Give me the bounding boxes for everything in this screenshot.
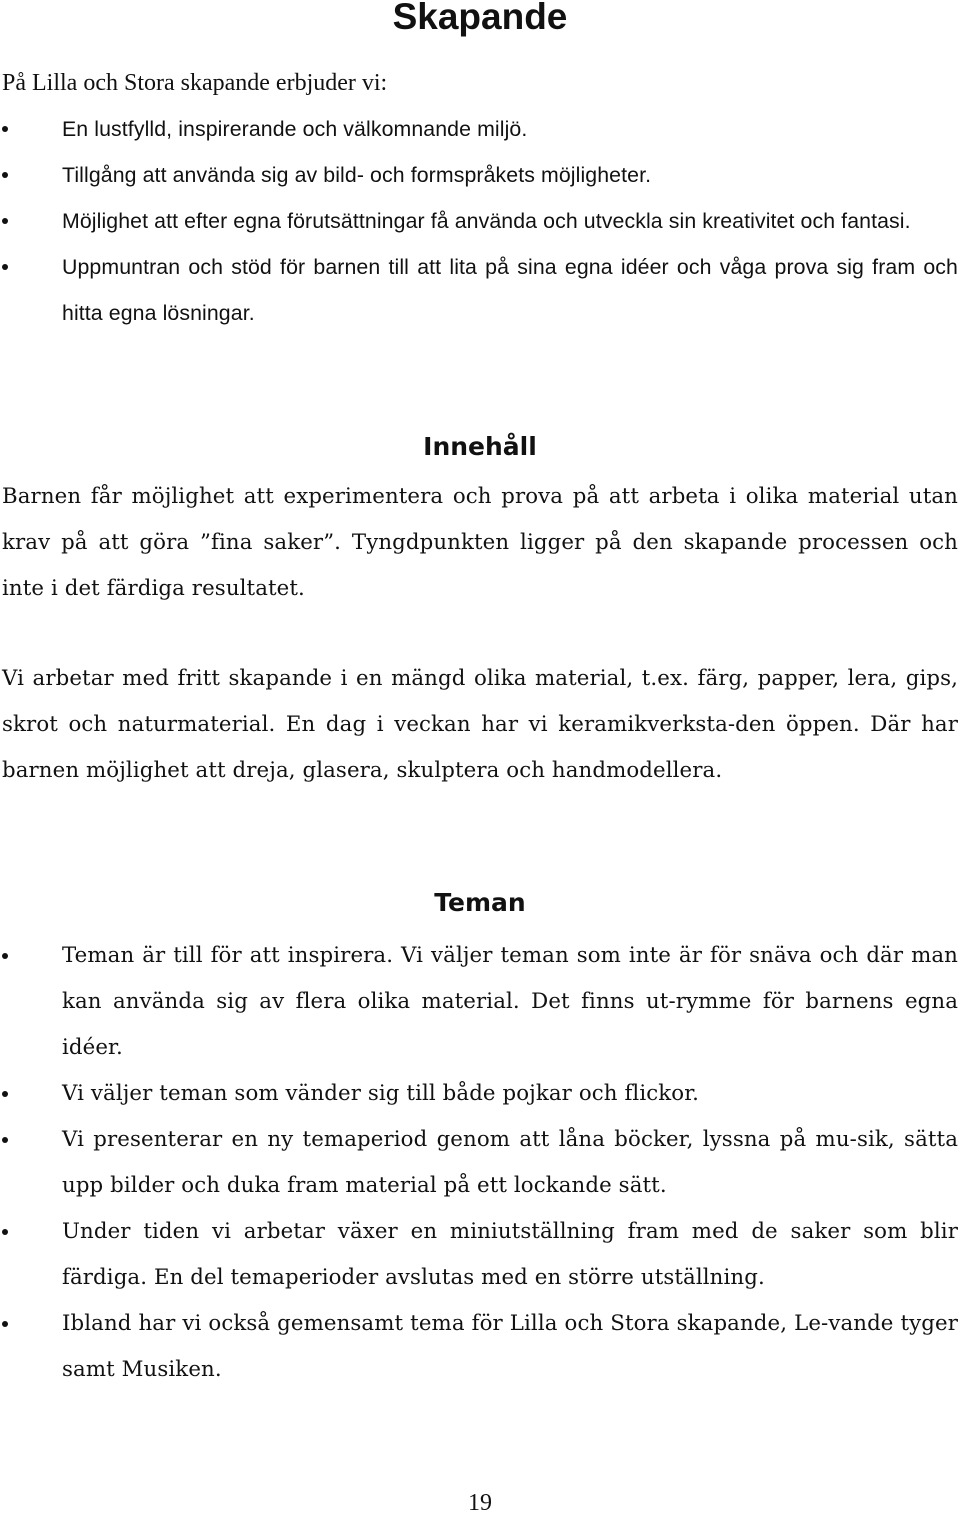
bullet-icon	[2, 1137, 8, 1143]
list-item: Under tiden vi arbetar växer en miniutställning fram med de saker som blir färdiga. En del temaperioder avslutas med en större utställning.	[0, 1209, 958, 1301]
section-heading-themes: Teman	[434, 888, 526, 917]
offer-list	[0, 106, 958, 336]
section-heading-content: Innehåll	[423, 432, 537, 461]
page-title-text: Skapande	[392, 0, 568, 37]
list-item: En lustfylld, inspirerande och välkomnande miljö.	[0, 106, 958, 152]
bullet-icon	[2, 1229, 8, 1235]
list-item: Uppmuntran och stöd för barnen till att lita på sina egna idéer och våga prova sig fram och hitta egna lösningar.	[0, 244, 958, 336]
content-paragraph: Barnen får möjlighet att experimentera och prova på att arbeta i olika material utan krav på att göra ”fina saker”. Tyngdpunkten ligger på den skapande processen och inte i det färdiga resultatet.	[2, 484, 958, 601]
bullet-icon	[2, 126, 8, 132]
list-item: Ibland har vi också gemensamt tema för Lilla och Stora skapande, Le-vande tyger samt Musiken.	[0, 1301, 958, 1393]
bullet-icon	[2, 172, 8, 178]
bullet-icon	[2, 953, 8, 959]
page-title	[0, 0, 960, 38]
list-item: Vi presenterar en ny temaperiod genom att låna böcker, lyssna på mu-sik, sätta upp bilder och duka fram material på ett lockande sätt.	[0, 1117, 958, 1209]
intro-text: På Lilla och Stora skapande erbjuder vi:	[2, 70, 388, 96]
themes-list	[0, 933, 958, 1393]
bullet-icon	[2, 264, 8, 270]
list-item: Teman är till för att inspirera. Vi väljer teman som inte är för snäva och där man kan använda sig av flera olika material. Det finns ut-rymme för barnens egna idéer.	[0, 933, 958, 1071]
list-item: Vi väljer teman som vänder sig till både pojkar och flickor.	[0, 1071, 958, 1117]
list-item: Möjlighet att efter egna förutsättningar få använda och utveckla sin kreativitet och fantasi.	[0, 198, 958, 244]
bullet-icon	[2, 1321, 8, 1327]
page-number: 19	[468, 1490, 492, 1516]
bullet-icon	[2, 218, 8, 224]
content-paragraph: Vi arbetar med fritt skapande i en mängd olika material, t.ex. färg, papper, lera, gips, skrot och naturmaterial. En dag i veckan har vi keramikverksta-den öppen. Där har barnen möjlighet att dreja, glasera, skulptera och handmodellera.	[2, 666, 958, 783]
bullet-icon	[2, 1091, 8, 1097]
list-item: Tillgång att använda sig av bild- och formspråkets möjligheter.	[0, 152, 958, 198]
